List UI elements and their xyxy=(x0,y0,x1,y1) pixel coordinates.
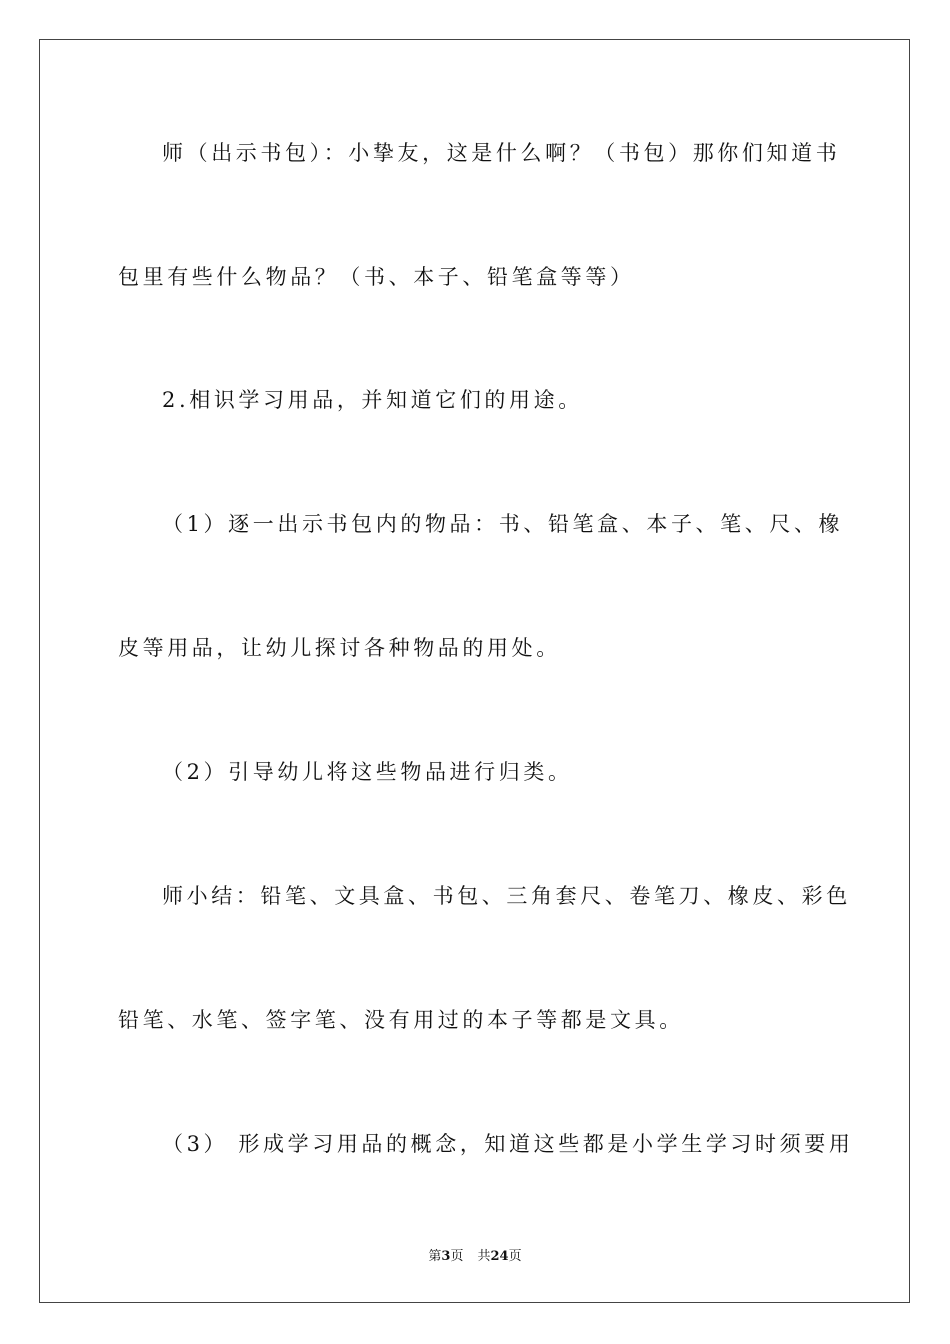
page-footer xyxy=(0,1248,950,1266)
footer-total-prefix: 共 xyxy=(477,1249,491,1264)
paragraph-line-6: （2）引导幼儿将这些物品进行归类。 xyxy=(162,760,573,784)
footer-page-prefix: 第 xyxy=(428,1249,442,1264)
paragraph-line-8: 铅笔、水笔、签字笔、没有用过的本子等都是文具。 xyxy=(118,1008,684,1032)
paragraph-line-4: （1）逐一出示书包内的物品：书、铅笔盒、本子、笔、尺、橡 xyxy=(162,512,844,536)
footer-total-suffix: 页 xyxy=(508,1249,522,1264)
paragraph-line-9: （3） 形成学习用品的概念，知道这些都是小学生学习时须要用 xyxy=(162,1132,854,1156)
paragraph-line-2: 包里有些什么物品？（书、本子、铅笔盒等等） xyxy=(118,265,635,289)
footer-page-suffix: 页 xyxy=(450,1249,464,1264)
footer-page-current: 3 xyxy=(441,1249,451,1264)
page-frame xyxy=(39,39,910,1303)
paragraph-line-3: 2.相识学习用品，并知道它们的用途。 xyxy=(162,388,583,412)
paragraph-line-7: 师小结：铅笔、文具盒、书包、三角套尺、卷笔刀、橡皮、彩色 xyxy=(162,884,851,908)
paragraph-line-5: 皮等用品，让幼儿探讨各种物品的用处。 xyxy=(118,636,561,660)
paragraph-line-1: 师（出示书包）：小挚友，这是什么啊？（书包）那你们知道书 xyxy=(162,141,841,165)
footer-page-total: 24 xyxy=(490,1249,509,1264)
